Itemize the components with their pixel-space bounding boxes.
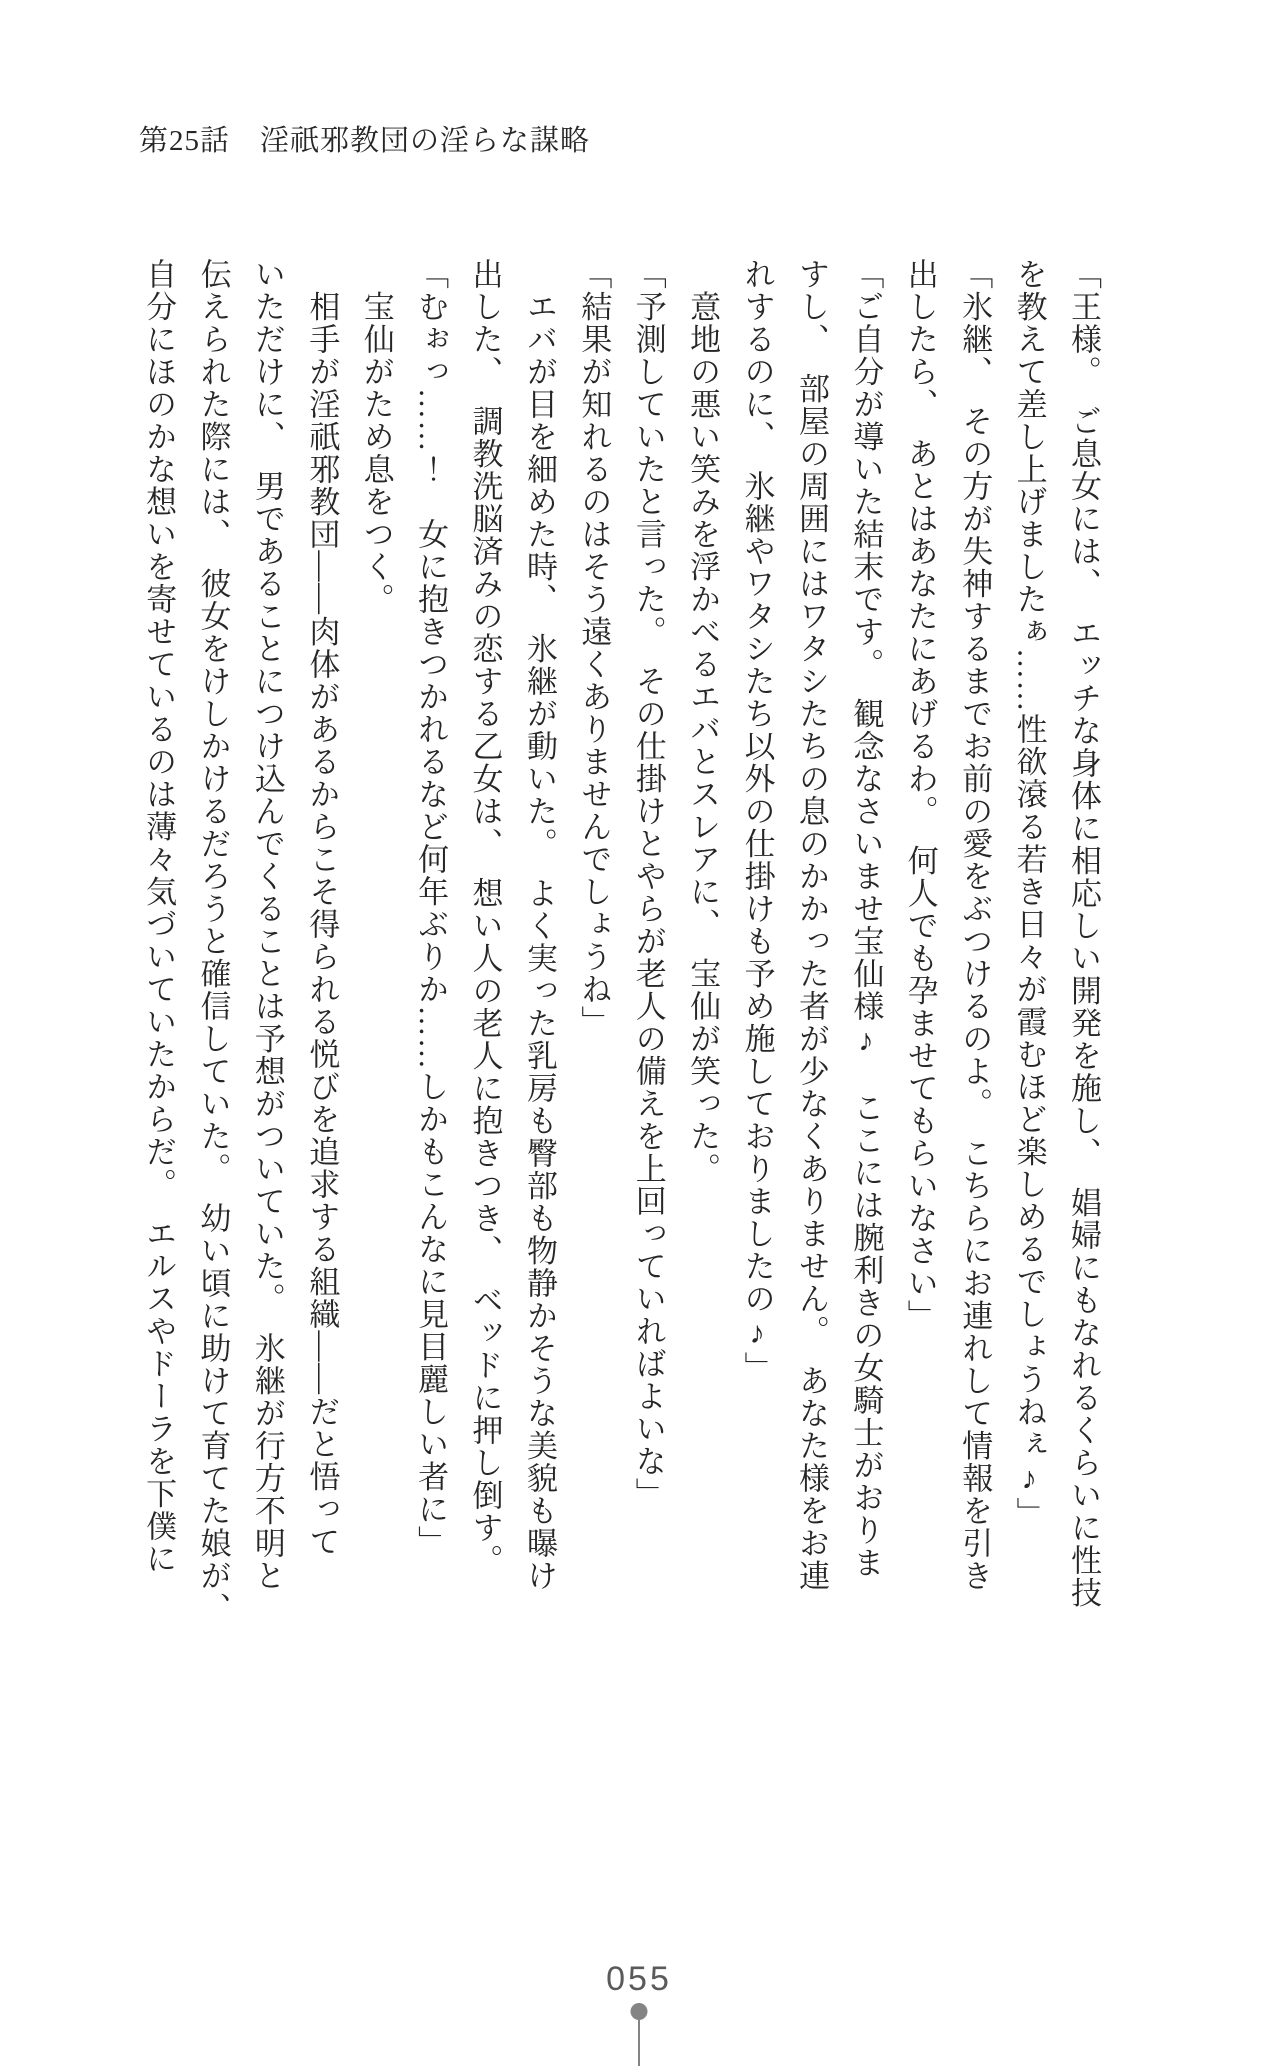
- text-line: 宝仙がため息をつく。: [358, 258, 394, 616]
- text-line: を教えて差し上げましたぁ……性欲滾る若き日々が霞むほど楽しめるでしょうねぇ♪」: [1011, 258, 1047, 1530]
- text-line: れするのに、 氷継やワタシたち以外の仕掛けも予め施しておりましたの♪」: [739, 258, 775, 1384]
- footer-dot-marker: [631, 2003, 648, 2020]
- text-line: 「ご自分が導いた結末です。 観念なさいませ宝仙様♪ ここには腕利きの女騎士がおりま: [848, 258, 884, 1579]
- text-line: 出した、 調教洗脳済みの恋する乙女は、 想い人の老人に抱きつき、 ベッドに押し倒す。: [467, 258, 503, 1577]
- text-line: 相手が淫祇邪教団――肉体があるからこそ得られる悦びを追求する組織――だと悟って: [304, 258, 340, 1558]
- text-line: 自分にほのかな想いを寄せているのは薄々気づいていたからだ。 エルスやドーラを下僕に: [141, 258, 177, 1575]
- text-line: 「王様。 ご息女には、 エッチな身体に相応しい開発を施し、 娼婦にもなれるくらいに性技: [1066, 258, 1101, 1609]
- text-line: 「結果が知れるのはそう遠くありませんでしょうね」: [576, 258, 612, 1038]
- text-line: 出したら、 あとはあなたにあげるわ。 何人でも孕ませてもらいなさい」: [902, 258, 938, 1332]
- text-line: 伝えられた際には、 彼女をけしかけるだろうと確信していた。 幼い頃に助けて育てた娘が、: [195, 258, 231, 1625]
- chapter-header: 第25話 淫祇邪教団の淫らな謀略: [139, 125, 591, 157]
- text-line: 「予測していたと言った。 その仕掛けとやらが老人の備えを上回っていればよいな」: [630, 258, 666, 1510]
- footer-rule-line: [638, 2019, 640, 2066]
- text-line: 「氷継、 その方が失神するまでお前の愛をぶつけるのよ。 こちらにお連れして情報を引き: [957, 258, 993, 1592]
- text-line: 意地の悪い笑みを浮かべるエバとスレアに、 宝仙が笑った。: [685, 258, 721, 1185]
- text-line: 「むぉっ……！ 女に抱きつかれるなど何年ぶりか……しかもこんなに見目麗しい者に」: [413, 258, 449, 1558]
- page-number: 055: [606, 1960, 672, 1998]
- text-line: いただけに、 男であることにつけ込んでくることは予想がついていた。 氷継が行方不明と: [249, 258, 285, 1592]
- body-text: [128, 258, 1110, 1688]
- text-line: エバが目を細めた時、 氷継が動いた。 よく実った乳房も臀部も物静かそうな美貌も曝け: [521, 258, 557, 1592]
- text-line: すし、 部屋の周囲にはワタシたちの息のかかった者が少なくありません。 あなた様をお連: [793, 258, 829, 1592]
